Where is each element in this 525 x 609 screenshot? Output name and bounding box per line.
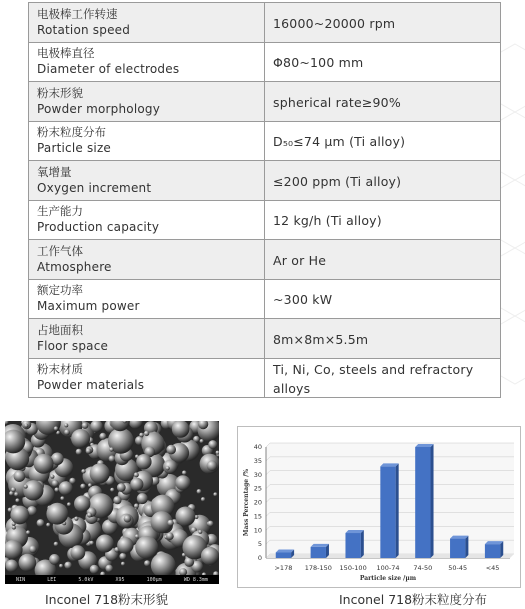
spec-value: 16000~20000 rpm [273, 15, 396, 31]
bar [415, 447, 430, 558]
spec-value-cell [265, 3, 501, 43]
powder-sphere [121, 562, 125, 566]
powder-sphere [139, 433, 144, 438]
powder-sphere [86, 448, 92, 454]
spec-row [29, 319, 501, 359]
spec-label-cn: 粉末粒度分布 [37, 125, 106, 140]
sem-info-text: 100µm [146, 576, 162, 583]
x-tick-label: 50-45 [448, 564, 468, 572]
powder-sphere [64, 423, 68, 427]
powder-sphere [166, 445, 176, 455]
powder-sphere [175, 475, 190, 490]
powder-sphere [55, 488, 60, 493]
y-tick-label: 5 [257, 540, 262, 549]
powder-sphere [90, 463, 110, 483]
sem-info-text: X95 [115, 576, 125, 583]
powder-sphere [90, 565, 99, 574]
sem-caption: Inconel 718粉末形貌 [45, 592, 169, 607]
spec-label-cell [29, 358, 265, 398]
spec-value: Ti, Ni, Co, steels and refractory alloys [273, 361, 474, 396]
powder-sphere [64, 429, 70, 435]
powder-sphere [81, 469, 85, 473]
bar [311, 547, 326, 558]
spec-label-cell [29, 279, 265, 319]
powder-sphere [14, 470, 26, 482]
powder-sphere [54, 426, 58, 430]
powder-sphere [5, 560, 18, 573]
spec-row [29, 121, 501, 161]
powder-sphere [213, 492, 217, 496]
sem-micrograph-image [5, 421, 219, 584]
bar [380, 466, 395, 558]
powder-sphere [109, 447, 113, 451]
spec-label-cn: 生产能力 [37, 204, 83, 219]
spec-label-en: Particle size [37, 141, 112, 156]
spec-label-cell [29, 3, 265, 43]
powder-spheres-image [5, 421, 219, 575]
spec-value: ~300 kW [273, 292, 333, 308]
spec-label-en: Production capacity [37, 220, 160, 235]
bar [450, 539, 465, 558]
powder-sphere [82, 422, 89, 429]
powder-sphere [70, 545, 85, 560]
powder-sphere [105, 565, 113, 573]
bar-side [465, 536, 468, 558]
spec-label-cn: 占地面积 [37, 322, 83, 337]
spec-row [29, 3, 501, 43]
powder-sphere [208, 440, 217, 449]
spec-label-en: Floor space [37, 338, 109, 353]
powder-sphere [201, 547, 219, 565]
bar-top [450, 536, 468, 539]
spec-label-cell [29, 319, 265, 359]
bar-top [380, 463, 398, 466]
spec-label-cell [29, 161, 265, 201]
bar [485, 544, 500, 558]
powder-sphere [49, 554, 60, 565]
powder-sphere [208, 521, 214, 527]
powder-sphere [166, 466, 170, 470]
sem-info-text: WD 8.3mm [183, 576, 208, 583]
powder-sphere [144, 560, 150, 566]
y-tick-label: 15 [253, 512, 262, 521]
spec-value-cell [265, 82, 501, 122]
spec-value-cell [265, 358, 501, 398]
powder-sphere [176, 507, 196, 527]
powder-sphere [90, 541, 94, 545]
bar-side [431, 444, 434, 558]
spec-row [29, 161, 501, 201]
powder-sphere [74, 496, 90, 512]
powder-sphere [198, 530, 202, 534]
powder-sphere [10, 506, 29, 525]
powder-sphere [182, 471, 187, 476]
x-tick-label: 178-150 [304, 564, 332, 572]
bar-top [485, 541, 503, 544]
spec-label-cn: 粉末材质 [37, 362, 83, 377]
spec-label-en: Atmosphere [37, 259, 112, 274]
spec-label-en: Diameter of electrodes [37, 62, 180, 77]
powder-sphere [172, 421, 190, 438]
y-tick-label: 10 [253, 526, 262, 535]
spec-label-cell [29, 82, 265, 122]
y-tick-label: 25 [253, 484, 262, 493]
powder-sphere [124, 515, 132, 523]
powder-sphere [76, 449, 82, 455]
spec-label-cn: 氧增量 [37, 164, 72, 179]
spec-value-cell [265, 240, 501, 280]
powder-sphere [67, 502, 71, 506]
powder-sphere [34, 454, 54, 474]
powder-sphere [130, 478, 143, 491]
spec-value: D₅₀≤74 µm (Ti alloy) [273, 134, 406, 150]
y-tick-label: 30 [253, 470, 262, 479]
spec-label-cn: 电极棒工作转速 [37, 6, 118, 21]
spec-row [29, 240, 501, 280]
powder-sphere [119, 553, 126, 560]
x-axis-title: Particle size /µm [359, 575, 417, 582]
powder-sphere [11, 487, 16, 492]
bar-top [415, 444, 433, 447]
powder-sphere [24, 424, 28, 428]
powder-sphere [99, 433, 106, 440]
spec-row [29, 358, 501, 398]
powder-sphere [64, 562, 71, 569]
x-tick-label: 74-50 [413, 564, 433, 572]
bar-side [396, 463, 399, 558]
bar-top [276, 549, 294, 552]
powder-sphere [37, 519, 45, 527]
spec-label-en: Powder morphology [37, 101, 161, 116]
spec-row [29, 42, 501, 82]
spec-label-cn: 电极棒直径 [37, 46, 95, 61]
powder-sphere [87, 513, 92, 518]
chart-caption: Inconel 718粉末粒度分布 [339, 592, 488, 607]
powder-sphere [144, 431, 149, 436]
spec-value-cell [265, 200, 501, 240]
y-tick-label: 35 [253, 456, 262, 465]
powder-sphere [71, 429, 90, 448]
spec-value: spherical rate≥90% [273, 94, 401, 110]
powder-sphere [197, 489, 202, 494]
powder-sphere [46, 523, 50, 527]
powder-sphere [14, 492, 18, 496]
spec-value: 8m×8m×5.5m [273, 331, 369, 347]
powder-sphere [29, 546, 37, 554]
spec-value-cell [265, 42, 501, 82]
spec-label-cell [29, 121, 265, 161]
specifications-table [28, 2, 501, 398]
spec-row [29, 279, 501, 319]
y-tick-label: 20 [253, 498, 262, 507]
spec-label-en: Maximum power [37, 299, 140, 314]
spec-value-cell [265, 121, 501, 161]
powder-sphere [207, 461, 218, 472]
powder-sphere [117, 537, 133, 553]
powder-sphere [26, 530, 30, 534]
powder-sphere [113, 496, 121, 504]
powder-sphere [80, 484, 85, 489]
powder-sphere [167, 520, 173, 526]
powder-sphere [110, 488, 114, 492]
powder-sphere [163, 460, 177, 474]
powder-sphere [46, 503, 68, 525]
powder-sphere [59, 481, 73, 495]
spec-value-cell [265, 161, 501, 201]
powder-sphere [54, 542, 59, 547]
spec-value: Φ80~100 mm [273, 55, 364, 71]
powder-sphere [52, 480, 59, 487]
powder-sphere [135, 536, 158, 559]
x-tick-label: <45 [485, 564, 500, 572]
powder-sphere [137, 493, 148, 504]
spec-row [29, 82, 501, 122]
spec-label-cn: 额定功率 [37, 283, 83, 298]
bar-side [361, 530, 364, 558]
x-tick-label: 150-100 [339, 564, 367, 572]
powder-sphere [201, 497, 205, 501]
powder-sphere [23, 480, 43, 500]
bar-top [311, 544, 329, 547]
bar [276, 552, 291, 558]
y-axis-title: Mass Percentage /% [243, 468, 250, 537]
powder-sphere [117, 483, 126, 492]
spec-label-en: Oxygen increment [37, 180, 152, 195]
bar [345, 533, 360, 558]
spec-row [29, 200, 501, 240]
chart-canvas [238, 427, 520, 587]
x-tick-label: >178 [274, 564, 293, 572]
x-tick-label: 100-74 [376, 564, 400, 572]
spec-value: 12 kg/h (Ti alloy) [273, 213, 382, 229]
powder-sphere [24, 485, 28, 489]
powder-sphere [60, 496, 64, 500]
y-tick-label: 40 [253, 443, 262, 451]
powder-sphere [59, 564, 63, 568]
spec-value-cell [265, 279, 501, 319]
spec-value: Ar or He [273, 252, 327, 268]
spec-label-en: Rotation speed [37, 22, 131, 37]
powder-sphere [50, 475, 54, 479]
powder-sphere [96, 535, 114, 553]
spec-label-cn: 工作气体 [37, 243, 83, 258]
spec-label-cell [29, 42, 265, 82]
y-tick-label: 0 [257, 554, 262, 562]
powder-sphere [166, 532, 174, 540]
spec-value: ≤200 ppm (Ti alloy) [273, 173, 402, 189]
powder-sphere [109, 455, 116, 462]
spec-label-en: Powder materials [37, 378, 145, 393]
powder-sphere [12, 526, 16, 530]
sem-info-text: NIN [16, 576, 26, 583]
spec-label-cell [29, 200, 265, 240]
powder-sphere [134, 472, 139, 477]
spec-label-cell [29, 240, 265, 280]
powder-sphere [88, 483, 92, 487]
powder-sphere [74, 517, 78, 521]
powder-sphere [15, 498, 19, 502]
particle-size-chart [237, 426, 521, 588]
spec-label-cn: 粉末形貌 [37, 85, 83, 100]
powder-sphere [19, 554, 37, 572]
sem-info-text: 5.0kV [78, 576, 94, 583]
bar-top [345, 530, 363, 533]
powder-sphere [136, 454, 151, 469]
sem-info-bar [5, 575, 219, 584]
spec-value-cell [265, 319, 501, 359]
sem-info-text: LEI [47, 576, 57, 583]
